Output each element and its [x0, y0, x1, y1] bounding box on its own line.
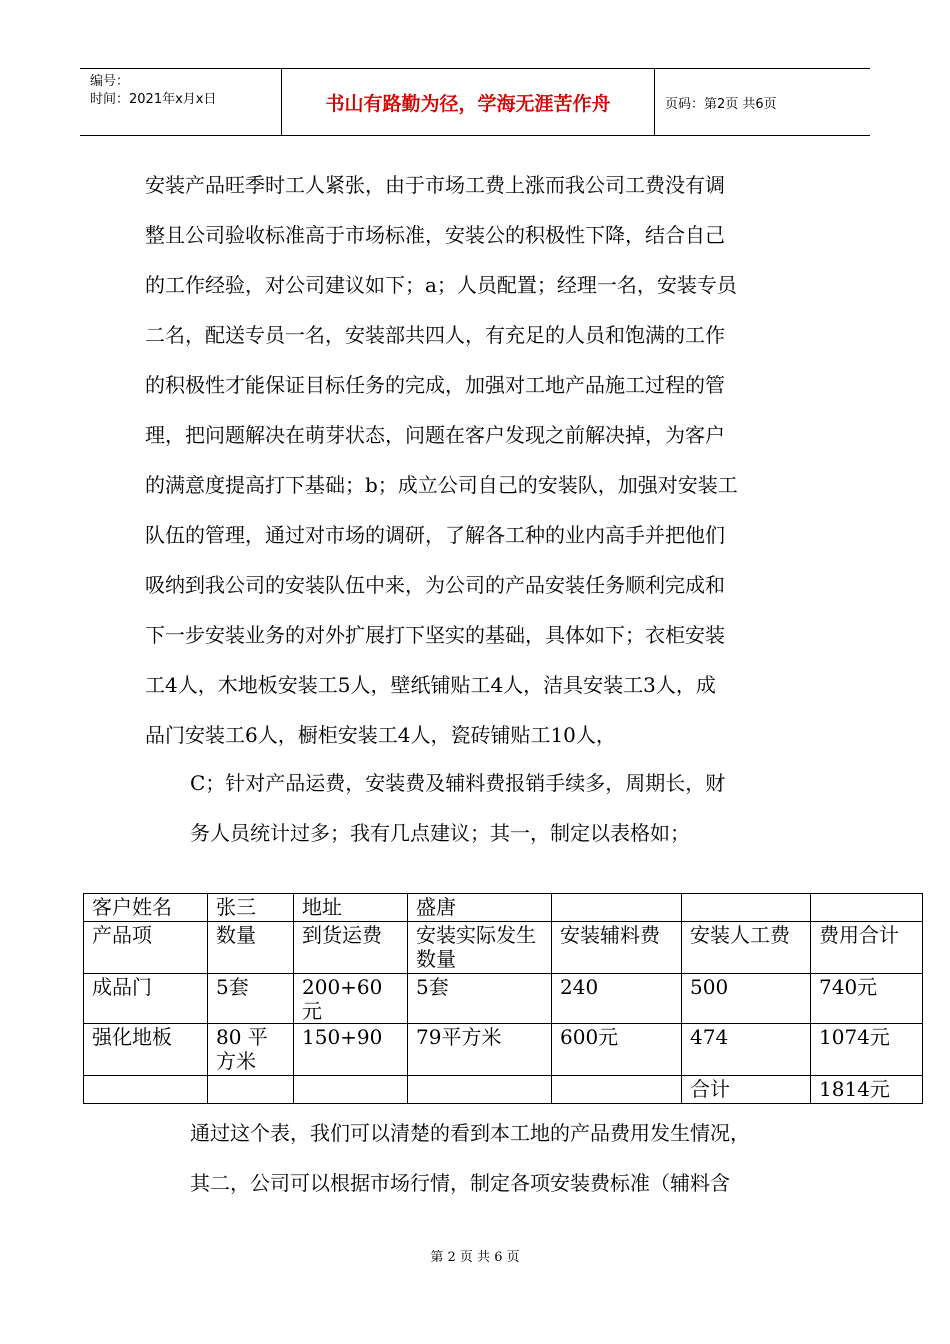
text-line: 吸纳到我公司的安装队伍中来，为公司的产品安装任务顺利完成和: [145, 573, 725, 597]
header-meta: [80, 69, 282, 135]
table-cell: 产品项: [84, 922, 208, 974]
text-line: 的工作经验，对公司建议如下；a；人员配置；经理一名，安装专员: [145, 273, 737, 297]
table-cell: 安装实际发生数量: [408, 922, 552, 974]
table-cell: [552, 894, 682, 922]
table-cell: 79平方米: [408, 1024, 552, 1076]
table-cell: 474: [682, 1024, 811, 1076]
table-cell: 5套: [208, 974, 294, 1024]
text-line: 的满意度提高打下基础；b；成立公司自己的安装队，加强对安装工: [145, 473, 738, 497]
table-cell: 1074元: [811, 1024, 923, 1076]
table-cell: 600元: [552, 1024, 682, 1076]
text-line: 的积极性才能保证目标任务的完成，加强对工地产品施工过程的管: [145, 373, 725, 397]
text-line: 其二，公司可以根据市场行情，制定各项安装费标准（辅料含: [190, 1171, 730, 1195]
table-cell: 80 平方米: [208, 1024, 294, 1076]
table-cell: [84, 1076, 208, 1104]
header-motto: 书山有路勤为径，学海无涯苦作舟: [282, 69, 655, 135]
table-row: [84, 1076, 923, 1104]
paragraph-3: [190, 1108, 810, 1208]
table-cell: 费用合计: [811, 922, 923, 974]
table-row: [84, 1024, 923, 1076]
table-cell: 安装人工费: [682, 922, 811, 974]
text-line: 队伍的管理，通过对市场的调研，了解各工种的业内高手并把他们: [145, 523, 725, 547]
table-cell: 5套: [408, 974, 552, 1024]
table-cell: 盛唐: [408, 894, 552, 922]
table-cell: [408, 1076, 552, 1104]
text-line: 品门安装工6人，橱柜安装工4人，瓷砖铺贴工10人，: [145, 723, 616, 747]
header-page-info: 页码：第2页 共6页: [665, 96, 777, 112]
text-line: 整且公司验收标准高于市场标准，安装公的积极性下降，结合自己: [145, 223, 725, 247]
text-line: 下一步安装业务的对外扩展打下坚实的基础，具体如下；衣柜安装: [145, 623, 725, 647]
table-cell: 数量: [208, 922, 294, 974]
fee-table: [83, 893, 923, 1104]
table-cell: [552, 1076, 682, 1104]
text-line: 理，把问题解决在萌芽状态，问题在客户发现之前解决掉，为客户: [145, 423, 725, 447]
table-cell: [811, 894, 923, 922]
table-cell: [682, 894, 811, 922]
document-time-label: 时间：2021年x月x日: [90, 92, 217, 107]
page-header: [80, 68, 870, 136]
table-cell: 地址: [294, 894, 408, 922]
text-line: C；针对产品运费，安装费及辅料费报销手续多，周期长，财: [190, 771, 726, 795]
table-cell: [208, 1076, 294, 1104]
table-row: [84, 974, 923, 1024]
table-cell: 合计: [682, 1076, 811, 1104]
table-cell: 到货运费: [294, 922, 408, 974]
text-line: 通过这个表，我们可以清楚的看到本工地的产品费用发生情况，: [190, 1121, 750, 1145]
table-cell: 500: [682, 974, 811, 1024]
table-cell: 1814元: [811, 1076, 923, 1104]
table-cell: 150+90: [294, 1024, 408, 1076]
table-row: [84, 894, 923, 922]
text-line: 务人员统计过多；我有几点建议；其一，制定以表格如；: [190, 821, 690, 845]
page-footer: 第 2 页 共 6 页: [430, 1250, 520, 1265]
text-line: 工4人，木地板安装工5人，壁纸铺贴工4人，洁具安装工3人，成: [145, 673, 716, 697]
paragraph-2: [190, 758, 810, 858]
table-cell: 安装辅料费: [552, 922, 682, 974]
table-cell: 240: [552, 974, 682, 1024]
paragraph-1: [145, 160, 805, 760]
table-row: [84, 922, 923, 974]
text-line: 二名，配送专员一名，安装部共四人，有充足的人员和饱满的工作: [145, 323, 725, 347]
text-line: 安装产品旺季时工人紧张，由于市场工费上涨而我公司工费没有调: [145, 173, 725, 197]
document-number-label: 编号：: [90, 74, 130, 89]
table-cell: 740元: [811, 974, 923, 1024]
table-cell: [294, 1076, 408, 1104]
table-cell: 张三: [208, 894, 294, 922]
table-cell: 200+60元: [294, 974, 408, 1024]
table-cell: 客户姓名: [84, 894, 208, 922]
table-cell: 成品门: [84, 974, 208, 1024]
table-cell: 强化地板: [84, 1024, 208, 1076]
